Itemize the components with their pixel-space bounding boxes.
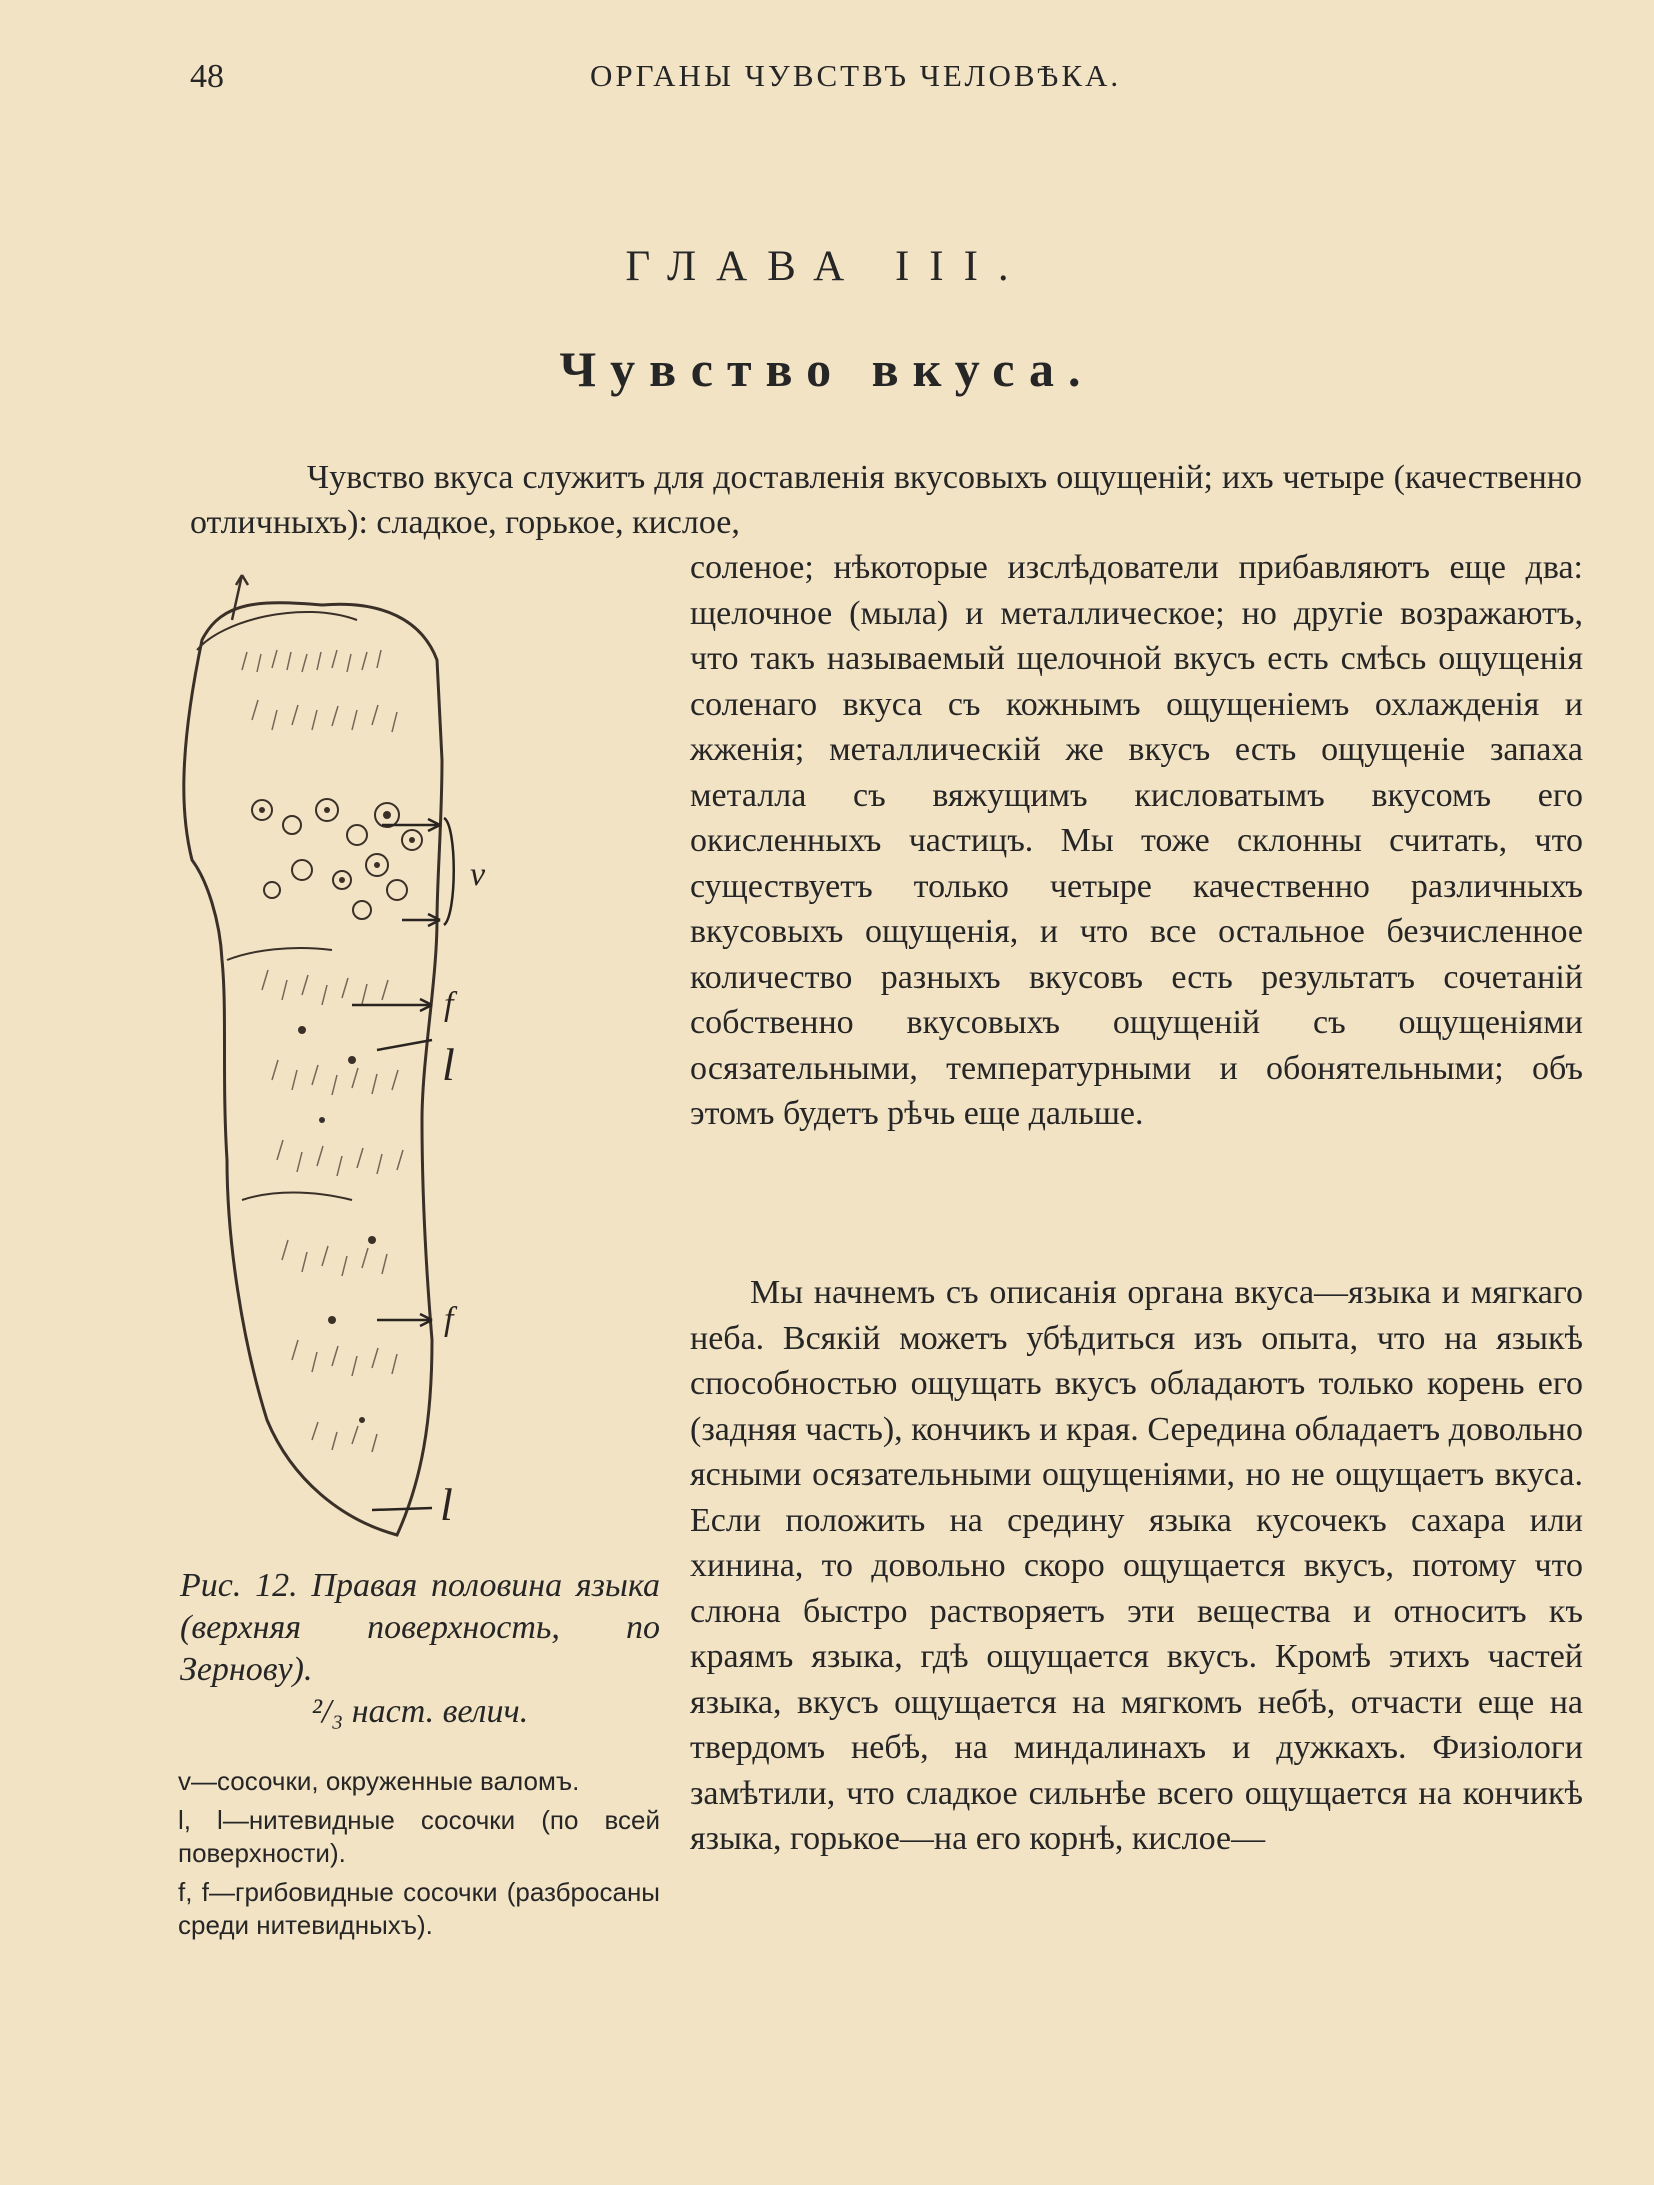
running-head: ОРГАНЫ ЧУВСТВЪ ЧЕЛОВѢКА. (590, 58, 1122, 93)
chapter-title: Чувство вкуса. (559, 341, 1095, 397)
tongue-drawing (182, 560, 652, 1560)
tongue-illustration (182, 560, 652, 1560)
paragraph-2: Мы начнемъ съ описанія органа вкуса—языка и мягкаго неба. Всякій можетъ убѣдиться изъ опыта, что на языкѣ способностью ощущать вкусъ обладаютъ только корень его (задняя часть), кончикъ и края. Середина обладаетъ довольно ясными осязательными ощущеніями, но не ощущаетъ вкуса. Если положить на средину языка кусочекъ сахара или хинина, то довольно скоро ощущается вкусъ, потому что слюна быстро растворяетъ эти вещества и относитъ къ краямъ языка, гдѣ ощущается вкусъ. Кромѣ этихъ частей языка, вкусъ ощущается на мягкомъ небѣ, отчасти еще на твердомъ небѣ, на миндалинахъ и дужкахъ. Физіологи замѣтили, что сладкое сильнѣе всего ощущается на кончикѣ языка, горькое—на его корнѣ, кислое— (690, 1274, 1583, 1857)
figure-label-v: v (470, 856, 486, 893)
figure-caption-text: Рис. 12. Правая половина языка (верхняя поверхность, по Зернову). (180, 1567, 660, 1688)
chapter-label: ГЛАВА III. (625, 243, 1029, 290)
figure-caption (180, 1565, 660, 1733)
figure-label-f-lower: f (444, 1301, 454, 1338)
legend-item-v: v—сосочки, окруженные валомъ. (178, 1766, 580, 1796)
page-number: 48 (190, 58, 224, 95)
legend-item-l: l, l—нитевидные сосочки (по всей поверхности). (178, 1805, 660, 1868)
figure-label-l-upper: l (442, 1039, 455, 1090)
paragraph-1-continued: соленое; нѣкоторые изслѣдователи прибавляютъ еще два: щелочное (мыла) и металлическое; но другіе возражаютъ, что такъ называемый щелочной вкусъ есть смѣсь ощущенія соленаго вкуса съ кожнымъ ощущеніемъ охлажденія и жженія; металлическій же вкусъ есть ощущеніе запаха металла съ вяжущимъ кисловатымъ вкусомъ его окисленныхъ частицъ. Мы тоже склонны считать, что существуетъ только четыре качественно различныхъ вкусовыхъ ощущенія, и что все остальное безчисленное количество разныхъ вкусовъ есть результатъ сочетаній собственно вкусовыхъ ощущеній съ ощущеніями осязательными, температурными и обонятельными; объ этомъ будетъ рѣчь еще дальше. (690, 549, 1583, 1132)
figure-legend (178, 1765, 660, 1948)
figure-scale: ²/₃ наст. велич. (311, 1693, 529, 1730)
legend-item-f: f, f—грибовидные сосочки (разбросаны среди нитевидныхъ). (178, 1877, 660, 1940)
figure-label-f-upper: f (444, 986, 454, 1023)
paragraph-1-lead: Чувство вкуса служитъ для доставленія вкусовыхъ ощущеній; ихъ четыре (качественно отличныхъ): сладкое, горькое, кислое, (190, 459, 1582, 541)
figure-label-l-lower: l (440, 1479, 453, 1530)
